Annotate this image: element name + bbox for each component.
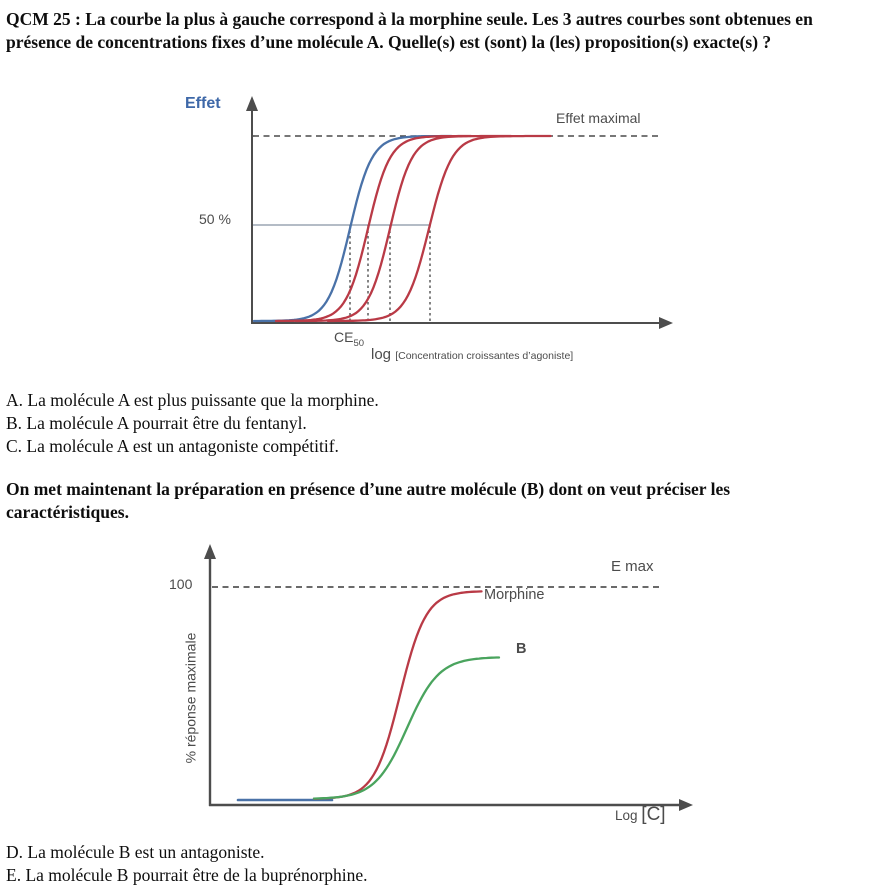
x-axis-label-bracket-c: [C]: [641, 804, 666, 825]
y-axis-arrow: [204, 544, 216, 559]
option-d: D. La molécule B est un antagoniste.: [6, 842, 265, 862]
curve-morphine-seule: [254, 136, 452, 321]
curve-avec-molecule-a-2: [296, 136, 511, 321]
ce50-text: CE: [334, 329, 354, 345]
option-c: C. La molécule A est un antagoniste compétitif.: [6, 436, 339, 456]
b-curve-label: B: [516, 641, 527, 657]
y-axis-arrow: [246, 96, 258, 111]
dose-response-chart-morphine-molecule-a: [185, 92, 695, 382]
morphine-curve-label: Morphine: [484, 587, 545, 603]
curve-avec-molecule-a-1: [276, 136, 471, 321]
y-axis-label: Effet: [185, 95, 221, 112]
dose-response-chart-morphine-molecule-b: [160, 540, 700, 840]
x-axis-label: [615, 805, 666, 826]
curve-b: [314, 658, 499, 799]
option-a: A. La molécule A est plus puissante que la morphine.: [6, 390, 379, 410]
option-b: B. La molécule A pourrait être du fentanyl.: [6, 413, 307, 433]
ce50-subscript: 50: [353, 337, 365, 349]
y-tick-100: 100: [169, 576, 193, 592]
followup-statement: On met maintenant la préparation en présence d’une autre molécule (B) dont on veut préciser les caractéristiques.: [6, 479, 731, 522]
x-axis-label: [371, 347, 573, 364]
options-de: [6, 841, 368, 887]
half-effect-label: 50 %: [199, 211, 231, 227]
chart1-canvas: [185, 92, 695, 382]
ce50-label: [334, 330, 364, 349]
x-axis-arrow: [659, 317, 673, 329]
x-axis-label-log: Log: [615, 808, 638, 823]
curve-morphine: [314, 591, 482, 798]
emax-label: E max: [611, 558, 654, 575]
x-axis-label-detail: [Concentration croissantes d’agoniste]: [395, 350, 574, 362]
y-axis-label: % réponse maximale: [182, 632, 199, 764]
option-e: E. La molécule B pourrait être de la buprénorphine.: [6, 865, 368, 885]
question-header: QCM 25 : La courbe la plus à gauche correspond à la morphine seule. Les 3 autres courbes sont obtenues en présence de concentrations fixes d’une molécule A. Quelle(s) est (sont) la (les) proposition(s) exacte(s) ?: [6, 9, 813, 52]
options-abc: [6, 389, 379, 458]
curve-avec-molecule-a-3: [328, 136, 551, 321]
x-axis-label-log: log: [371, 346, 392, 363]
chart2-canvas: [160, 540, 700, 840]
x-axis-arrow: [679, 799, 693, 811]
effet-maximal-label: Effet maximal: [556, 110, 641, 126]
